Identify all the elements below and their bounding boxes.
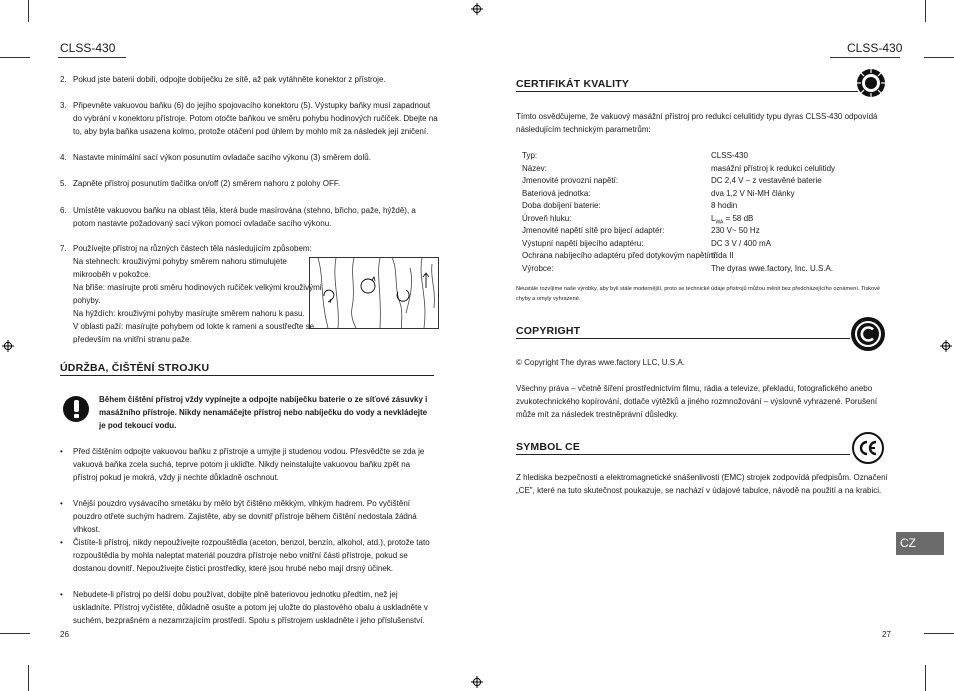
header-underline xyxy=(830,57,900,58)
registration-mark-icon xyxy=(2,340,14,352)
ce-heading: SYMBOL CE xyxy=(516,441,581,453)
ce-mark-icon xyxy=(852,432,884,464)
list-item: • Před čištěním odpojte vakuovou baňku z přístroje a umyjte ji studenou vodou. Přesvědčte se zda je vakuová baňka zcela suchá, teprve potom ji ukliďte. Nikdy neinstalujte vakuovou baňku zpět na přístroj pokud je mokrá, vždy ji nechte důkladně oschnout. xyxy=(60,447,425,482)
copyright-icon xyxy=(850,316,886,352)
certificate-note: Neustále rozvíjíme naše výrobky, aby byli stále modernější, proto se technické údaje přístrojů můžou měnit bez předcházejícího oznámení. Tiskové chyby a omyly vyhrazené. xyxy=(516,286,880,302)
crop-mark xyxy=(925,0,926,22)
certificate-heading: CERTIFIKÁT KVALITY xyxy=(516,78,630,90)
registration-mark-icon xyxy=(471,676,483,688)
exclamation-icon xyxy=(63,396,89,422)
model-label: CLSS-430 xyxy=(60,41,116,55)
heading-underline xyxy=(516,454,850,455)
list-item: • Nebudete-li přístroj po delší dobu používat, dobijte plně bateriovou jednotku předtím, než jej uskladníte. Přístroj vyčistěte, důkladně osušte a potom jej uložte do plastového obalu a uskladněte v suchém, bezprašném a nezamrzajícím prostředí. Spolu s přístrojem uskladněte i jeho příslušenství. xyxy=(60,590,428,625)
heading-underline xyxy=(516,91,858,92)
page-number: 27 xyxy=(882,630,891,639)
heading-underline xyxy=(60,375,434,376)
copyright-line: © Copyright The dyras wwe.factory LLC, U.S.A. xyxy=(516,358,685,367)
crop-mark xyxy=(28,0,29,22)
list-item: 2. Pokud jste baterii dobili, odpojte dobíječku ze sítě, až pak vytáhněte konektor z přístroje. xyxy=(60,75,386,84)
list-item: 6. Umístěte vakuovou baňku na oblast těla, která bude masírována (stehno, břicho, paže, hýždě), a potom nastavte požadovaný sací výkon pomocí ovladače sacího výkonu. xyxy=(60,206,416,228)
body-massage-illustration xyxy=(309,257,439,329)
list-item: • Čistíte-li přístroj, nikdy nepoužívejte rozpouštědla (aceton, benzol, benzín, alkohol, atd.), protože tato rozpouštědla by mohla naleptat materiál pouzdra přístroje nebo vnitřní části přístroje, pokud se dostanou dovnitř. Nepoužívejte čisticí prostředky, které jsou hrubé nebo mají drsný účinek. xyxy=(60,538,430,573)
crop-mark xyxy=(925,665,926,691)
crop-mark xyxy=(28,665,29,691)
list-item: 3. Připevněte vakuovou baňku (6) do jejího spojovacího konektoru (5). Výstupky baňky musí zapadnout do vybrání v konektoru přístroje. Potom otočte baňkou ve směru pohybu hodinových ručiček. Dbejte na to, aby byla baňka usazena kolmo, protože otáčení pod úhlem by mohlo mít za následek její zničení. xyxy=(60,101,438,136)
registration-mark-icon xyxy=(471,3,483,15)
registration-mark-icon xyxy=(940,340,952,352)
crop-mark xyxy=(0,57,30,58)
crop-mark xyxy=(0,633,30,634)
list-item: 7. Používejte přístroj na různých částech těla následujícím způsobem: Na stehnech: krouživými pohyby směrem nahoru stimulujete mikrooběh v pokožce. Na břiše: masírujte proti směru hodinových ručiček velkými krouživými pohyby. Na hýždích: krouživými pohyby masírujte směrem nahoru k pasu. V oblasti paží: masírujte pohybem od lokte k rameni a soustřeďte se především na vnitřní stranu paže. xyxy=(60,244,322,344)
page-number: 26 xyxy=(60,630,69,639)
header-underline xyxy=(58,57,126,58)
maintenance-heading: ÚDRŽBA, ČIŠTĚNÍ STROJKU xyxy=(60,362,210,374)
certificate-intro: Tímto osvědčujeme, že vakuový masážní přístroj pro redukci celulitidy typu dyras CLSS-430 odpovídá následujícím technickým parametrům: xyxy=(516,112,878,134)
list-item: • Vnější pouzdro vysávacího smetáku by mělo být čištěno měkkým, vlhkým hadrem. Po vyčištění pouzdro otřete suchým hadrem. Zajistěte, aby se dovnitř přístroje během čištění nedostala žádná vlhkost. xyxy=(60,499,417,534)
list-item: 4. Nastavte minimální sací výkon posunutím ovladače sacího výkonu (3) směrem dolů. xyxy=(60,153,371,162)
ce-text: Z hlediska bezpečnosti a elektromagnetické snášenlivosti (EMC) strojek zodpovídá předpisům. Označení „CE", které na tuto skutečnost poukazuje, se nachází v údajové tabulce, návodě na použití a na krabici. xyxy=(516,473,888,495)
crop-mark xyxy=(924,57,954,58)
language-tab: CZ xyxy=(896,532,944,555)
warning-text: Během čištění přístroj vždy vypínejte a odpojte nabíječku baterie o ze síťové zásuvky i masážního přístroje. Nikdy nenamáčejte přístroj nebo nabíječku do vody a nevkládejte je pod tekoucí vodu. xyxy=(99,395,428,430)
spec-table: Typ: CLSS-430 Název: masážní přístroj k redukci celulitidy Jmenovité provozní napětí: DC 2,4 V – z vestavěné baterie Bateriová jednotka: dva 1,2 V Ni-MH články Doba dobíjení baterie: 8 hodin Úroveň hluku: $L_{WA} = 58$ dB Jmenovité napětí sítě pro bijecí adaptér: 230 V~ 50 Hz Výstupní napětí bijecího adaptéru: DC 3 V / 400 mA Ochrana nabíjecího adaptéru před dotykovým napětím: třída II Výrobce: The dyras wwe.factory, Inc. U.S.A. xyxy=(522,151,836,273)
model-label: CLSS-430 xyxy=(847,41,903,55)
heading-underline xyxy=(516,338,850,339)
crop-mark xyxy=(924,633,954,634)
copyright-heading: COPYRIGHT xyxy=(516,325,581,337)
list-item: 5. Zapněte přístroj posunutím tlačítka on/off (2) směrem nahoru z polohy OFF. xyxy=(60,179,341,188)
copyright-text: Všechny práva – včetně šíření prostřednictvím filmu, rádia a televize, překladu, fotografického anebo zvukotechnického kopírování, dotlače výtěžků a jiného rozmnožování – výslovně vyhrazené. Porušení může mít za následek trestněprávní důsledky. xyxy=(516,384,878,419)
quality-seal-icon xyxy=(856,68,886,98)
